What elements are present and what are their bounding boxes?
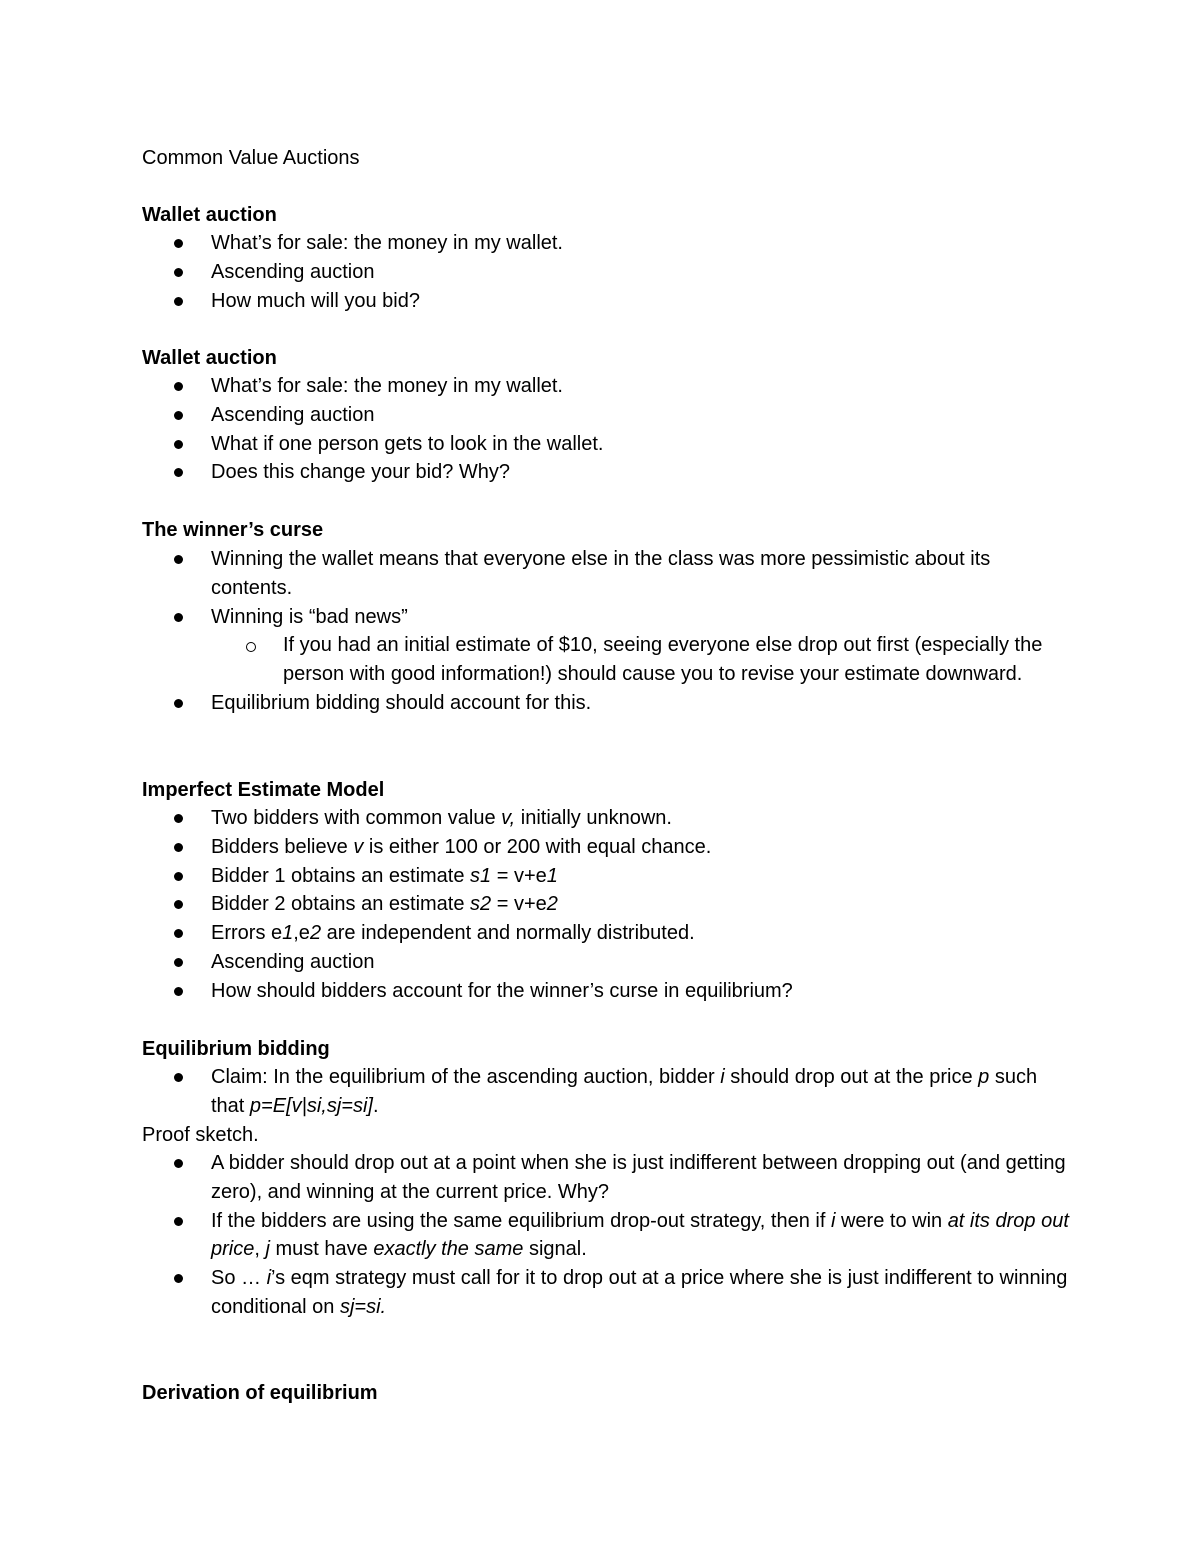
bullet-icon <box>174 1217 183 1226</box>
bullet-icon <box>174 872 183 881</box>
bullet-icon <box>174 699 183 708</box>
winners-curse-list <box>0 545 1071 718</box>
list-item: Winning is “bad news” If you had an initial estimate of $10, seeing everyone else drop out first (especially the person with good information!) should cause you to revise your estimate downward. <box>0 603 1071 689</box>
bullet-icon <box>174 814 183 823</box>
list-item: Bidders believe v is either 100 or 200 with equal chance. <box>0 833 1071 862</box>
list-item: Ascending auction <box>0 401 1071 430</box>
list-item: What if one person gets to look in the wallet. <box>0 430 1071 459</box>
bullet-icon <box>174 900 183 909</box>
hollow-bullet-icon <box>246 642 256 652</box>
bullet-icon <box>174 555 183 564</box>
section-heading-winners-curse: The winner’s curse <box>142 519 324 541</box>
list-item: Bidder 1 obtains an estimate s1 = v+e1 <box>0 862 1071 891</box>
bullet-icon <box>174 929 183 938</box>
list-item: Claim: In the equilibrium of the ascending auction, bidder i should drop out at the price p such that p=E[v|si,sj=si]. <box>0 1063 1071 1121</box>
section-heading-equilibrium-bidding: Equilibrium bidding <box>142 1038 330 1060</box>
list-item: Ascending auction <box>0 258 1071 287</box>
list-item: Ascending auction <box>0 948 1071 977</box>
list-item: How much will you bid? <box>0 287 1071 316</box>
list-item: What’s for sale: the money in my wallet. <box>0 372 1071 401</box>
list-item: What’s for sale: the money in my wallet. <box>0 229 1071 258</box>
list-item: Does this change your bid? Why? <box>0 458 1071 487</box>
sub-list-item: If you had an initial estimate of $10, seeing everyone else drop out first (especially the person with good information!) should cause you to revise your estimate downward. <box>211 631 1053 689</box>
list-item: Equilibrium bidding should account for this. <box>0 689 1071 718</box>
bullet-icon <box>174 297 183 306</box>
document-title: Common Value Auctions <box>142 147 360 169</box>
proof-sketch-label: Proof sketch. <box>142 1124 259 1146</box>
list-item: Winning the wallet means that everyone else in the class was more pessimistic about its contents. <box>0 545 1071 603</box>
list-item: A bidder should drop out at a point when she is just indifferent between dropping out (and getting zero), and winning at the current price. Why? <box>0 1149 1071 1207</box>
section-heading-imperfect-estimate-model: Imperfect Estimate Model <box>142 779 385 801</box>
sub-list <box>211 631 1071 689</box>
bullet-icon <box>174 1073 183 1082</box>
bullet-icon <box>174 1159 183 1168</box>
bullet-icon <box>174 987 183 996</box>
bullet-icon <box>174 958 183 967</box>
bullet-icon <box>174 613 183 622</box>
list-item: Two bidders with common value v, initially unknown. <box>0 804 1071 833</box>
bullet-icon <box>174 468 183 477</box>
list-item: So … i’s eqm strategy must call for it to drop out at a price where she is just indifferent to winning conditional on sj=si. <box>0 1264 1071 1322</box>
bullet-icon <box>174 239 183 248</box>
wallet-auction-1-list <box>0 229 1071 315</box>
list-item: Errors e1,e2 are independent and normally distributed. <box>0 919 1071 948</box>
claim-list <box>0 1063 1071 1121</box>
list-item: If the bidders are using the same equilibrium drop-out strategy, then if i were to win at its drop out price, j must have exactly the same signal. <box>0 1207 1071 1265</box>
proof-list <box>0 1149 1071 1322</box>
list-item: Bidder 2 obtains an estimate s2 = v+e2 <box>0 890 1071 919</box>
bullet-icon <box>174 268 183 277</box>
section-heading-derivation: Derivation of equilibrium <box>142 1382 378 1404</box>
bullet-icon <box>174 440 183 449</box>
list-item: How should bidders account for the winner’s curse in equilibrium? <box>0 977 1071 1006</box>
wallet-auction-2-list <box>0 372 1071 487</box>
section-heading-wallet-auction-2: Wallet auction <box>142 347 277 369</box>
bullet-icon <box>174 382 183 391</box>
bullet-icon <box>174 1274 183 1283</box>
imperfect-estimate-list <box>0 804 1071 1006</box>
bullet-icon <box>174 843 183 852</box>
bullet-icon <box>174 411 183 420</box>
section-heading-wallet-auction-1: Wallet auction <box>142 204 277 226</box>
